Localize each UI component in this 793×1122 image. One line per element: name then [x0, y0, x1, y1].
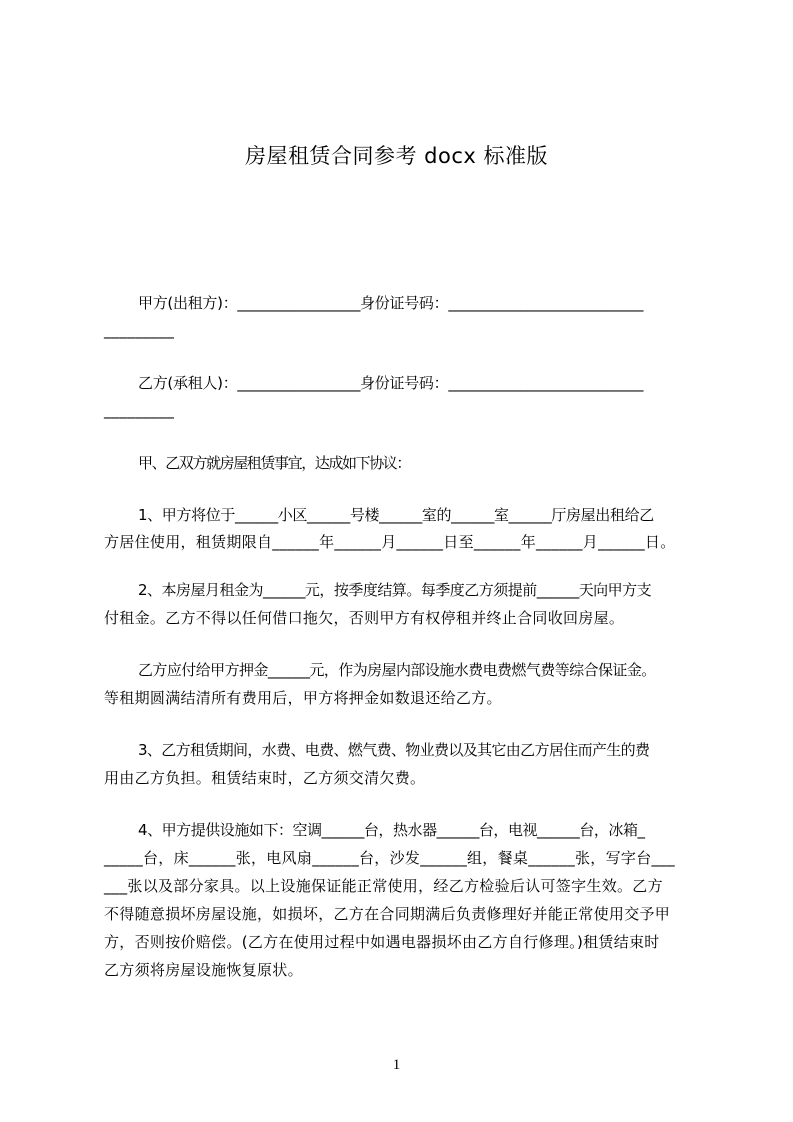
clause-1-line-2: 方居住使用，租赁期限自______年______月______日至______年______月______日。: [104, 533, 676, 551]
clause-3-line-1: 3、乙方租赁期间，水费、电费、燃气费、物业费以及其它由乙方居住而产生的费: [138, 741, 650, 759]
clause-3-line-2: 用由乙方负担。租赁结束时，乙方须交清欠费。: [104, 769, 426, 787]
deposit-line-1: 乙方应付给甲方押金______元，作为房屋内部设施水费电费燃气费等综合保证金。: [138, 661, 656, 679]
page-number: 1: [392, 1057, 401, 1073]
clause-2-line-2: 付租金。乙方不得以任何借口拖欠，否则甲方有权停租并终止合同收回房屋。: [104, 609, 625, 627]
party-b-line: 乙方(承租人)：_________________身份证号码：___________________________: [138, 374, 644, 392]
document-title: 房屋租赁合同参考 docx 标准版: [244, 144, 548, 168]
deposit-line-2: 等租期圆满结清所有费用后，甲方将押金如数退还给乙方。: [104, 689, 502, 707]
clause-4-line-3: ___张以及部分家具。以上设施保证能正常使用，经乙方检验后认可签字生效。乙方: [104, 877, 663, 895]
clause-4-line-1: 4、甲方提供设施如下：空调______台，热水器______台，电视______台，冰箱_: [138, 821, 645, 839]
clause-4-line-4: 不得随意损坏房屋设施，如损坏，乙方在合同期满后负责修理好并能正常使用交予甲: [104, 905, 671, 923]
party-b-line-cont: _________: [104, 401, 175, 419]
clause-2-line-1: 2、本房屋月租金为______元，按季度结算。每季度乙方须提前______天向甲方支: [138, 581, 652, 599]
party-a-line: 甲方(出租方)：_________________身份证号码：___________________________: [138, 294, 644, 312]
clause-4-line-5: 方，否则按价赔偿。(乙方在使用过程中如遇电器损坏由乙方自行修理。)租赁结束时: [104, 933, 660, 951]
clause-4-line-6: 乙方须将房屋设施恢复原状。: [104, 961, 303, 979]
party-a-line-cont: _________: [104, 321, 175, 339]
clause-1-line-1: 1、甲方将位于______小区______号楼______室的______室______厅房屋出租给乙: [138, 506, 654, 524]
clause-4-line-2: _____台，床______张，电风扇______台，沙发______组，餐桌______张，写字台___: [104, 849, 675, 867]
intro-paragraph: 甲、乙双方就房屋租赁事宜，达成如下协议：: [138, 454, 411, 472]
